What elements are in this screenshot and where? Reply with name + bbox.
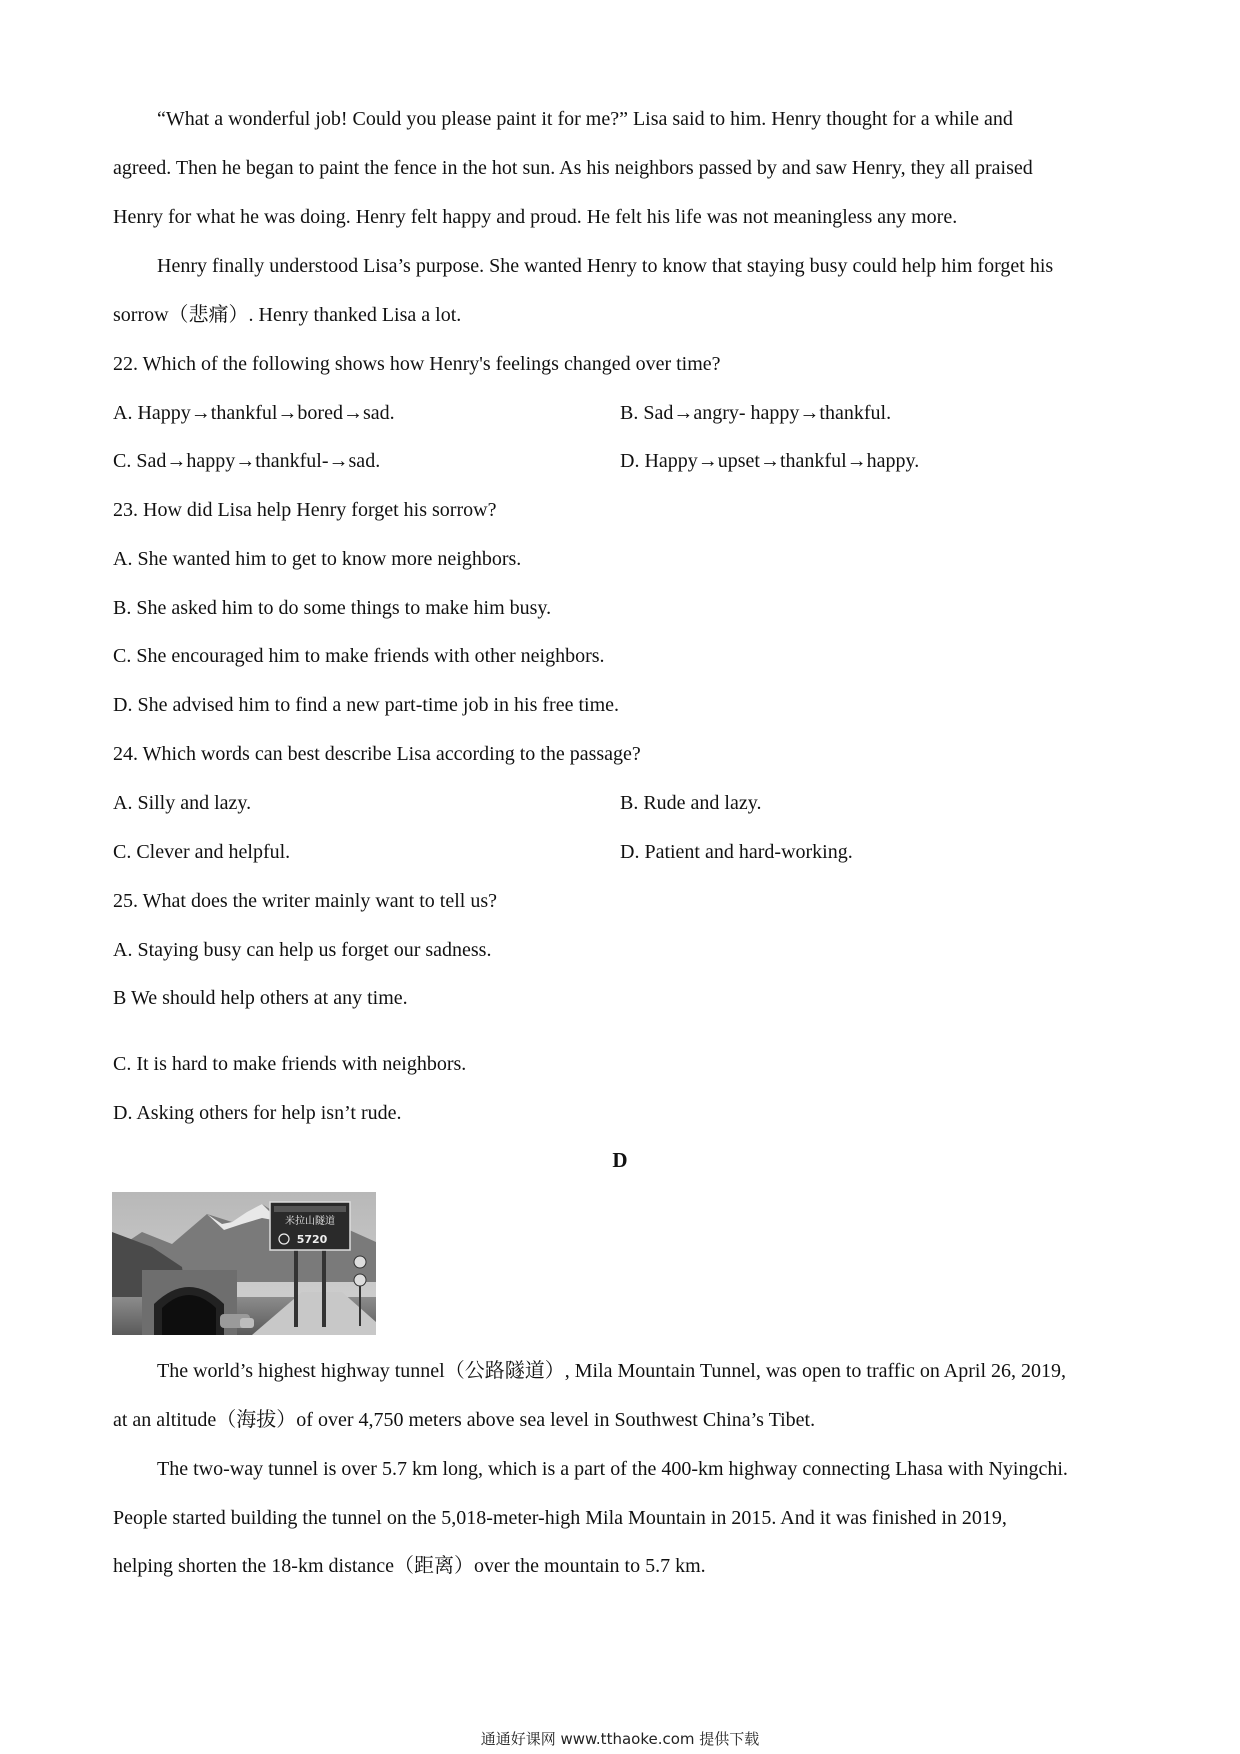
question-25-option-b: B We should help others at any time. bbox=[113, 987, 408, 1009]
passage-c-p1-line-2: agreed. Then he began to paint the fence in the hot sun. As his neighbors passed by and saw Henry, they all praised bbox=[113, 157, 1033, 179]
question-24-option-d: D. Patient and hard-working. bbox=[620, 841, 853, 863]
question-22-option-d: D. Happy→upset→thankful→happy. bbox=[620, 450, 920, 472]
section-d-heading: D bbox=[612, 1148, 628, 1172]
question-22-option-b: B. Sad→angry- happy→thankful. bbox=[620, 402, 892, 424]
passage-d-p2-line-3: helping shorten the 18-km distance（距离）over the mountain to 5.7 km. bbox=[113, 1555, 706, 1577]
question-23-stem: 23. How did Lisa help Henry forget his sorrow? bbox=[113, 499, 497, 521]
page-footer: 通通好课网 www.tthaoke.com 提供下载 bbox=[480, 1730, 760, 1748]
question-25-option-c: C. It is hard to make friends with neighbors. bbox=[113, 1053, 467, 1075]
passage-d-p1-line-2: at an altitude（海拔）of over 4,750 meters above sea level in Southwest China’s Tibet. bbox=[113, 1409, 816, 1431]
passage-c-p2-line-2: sorrow（悲痛）. Henry thanked Lisa a lot. bbox=[113, 304, 462, 326]
question-25-option-d: D. Asking others for help isn’t rude. bbox=[113, 1102, 402, 1124]
tunnel-photo-image bbox=[112, 1192, 376, 1335]
question-24-option-b: B. Rude and lazy. bbox=[620, 792, 762, 814]
passage-d-p2-line-1: The two-way tunnel is over 5.7 km long, which is a part of the 400-km highway connecting Lhasa with Nyingchi. bbox=[157, 1458, 1068, 1480]
question-25-stem: 25. What does the writer mainly want to tell us? bbox=[113, 890, 497, 912]
question-22-option-c: C. Sad→happy→thankful-→sad. bbox=[113, 450, 381, 472]
question-22-stem: 22. Which of the following shows how Henry's feelings changed over time? bbox=[113, 353, 721, 375]
passage-c-p1-line-3: Henry for what he was doing. Henry felt happy and proud. He felt his life was not meaningless any more. bbox=[113, 206, 958, 228]
sign-altitude-text: 5720 bbox=[296, 1233, 328, 1246]
sign-name-text: 米拉山隧道 bbox=[285, 1216, 335, 1227]
question-23-option-c: C. She encouraged him to make friends with other neighbors. bbox=[113, 645, 605, 667]
tunnel-photo bbox=[112, 1192, 376, 1335]
question-23-option-a: A. She wanted him to get to know more neighbors. bbox=[113, 548, 522, 570]
question-22-option-a: A. Happy→thankful→bored→sad. bbox=[113, 402, 395, 424]
question-23-option-d: D. She advised him to find a new part-time job in his free time. bbox=[113, 694, 619, 716]
question-25-option-a: A. Staying busy can help us forget our sadness. bbox=[113, 939, 492, 961]
passage-d-p1-line-1: The world’s highest highway tunnel（公路隧道）, Mila Mountain Tunnel, was open to traffic on April 26, 2019, bbox=[157, 1360, 1067, 1382]
passage-c-p1-line-1: “What a wonderful job! Could you please paint it for me?” Lisa said to him. Henry thought for a while and bbox=[157, 108, 1013, 130]
question-24-option-c: C. Clever and helpful. bbox=[113, 841, 291, 863]
passage-c-p2-line-1: Henry finally understood Lisa’s purpose. She wanted Henry to know that staying busy could help him forget his bbox=[157, 255, 1054, 277]
question-24-stem: 24. Which words can best describe Lisa according to the passage? bbox=[113, 743, 641, 765]
question-24-option-a: A. Silly and lazy. bbox=[113, 792, 252, 814]
question-23-option-b: B. She asked him to do some things to make him busy. bbox=[113, 597, 552, 619]
passage-d-p2-line-2: People started building the tunnel on the 5,018-meter-high Mila Mountain in 2015. And it was finished in 2019, bbox=[113, 1507, 1007, 1529]
